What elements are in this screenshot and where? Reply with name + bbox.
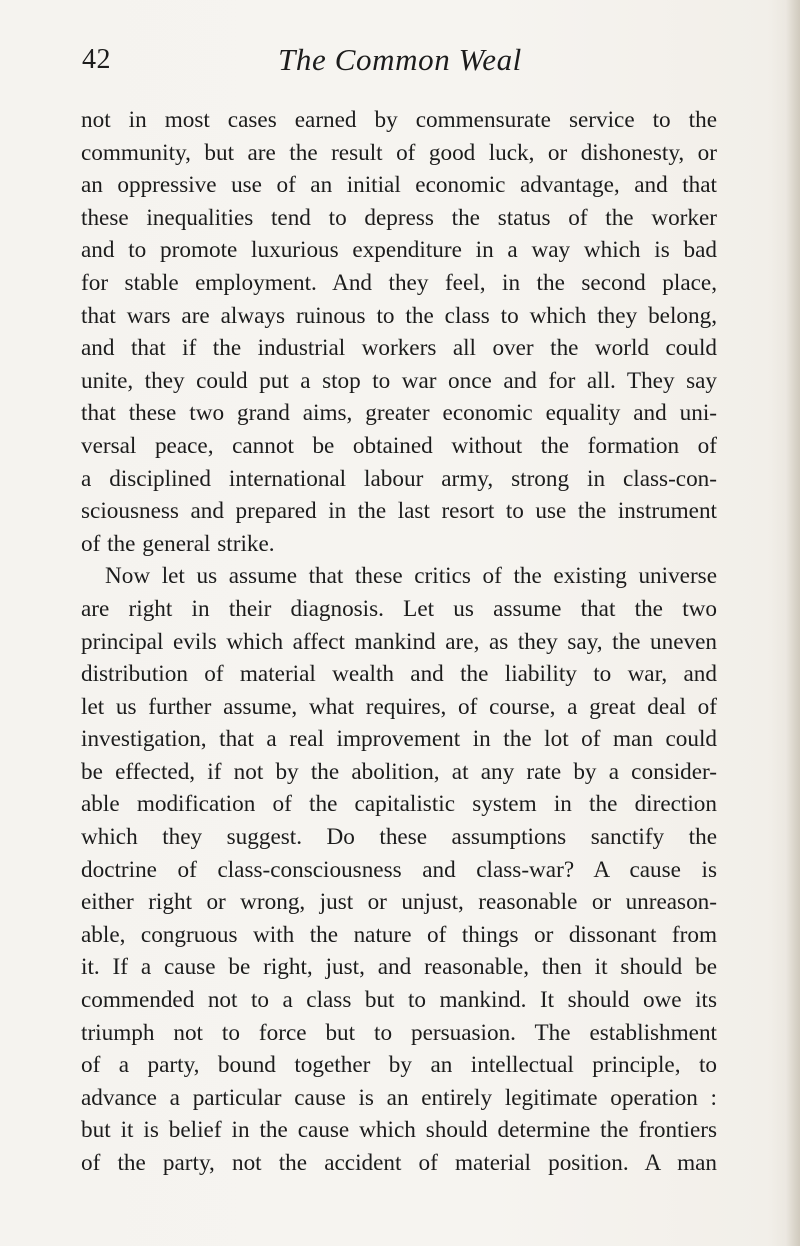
text-line: of the party, not the accident of material position. A man <box>81 1150 717 1176</box>
text-line: either right or wrong, just or unjust, reasonable or unreason- <box>81 889 717 916</box>
text-line: a disciplined international labour army, strong in class-con- <box>81 465 717 492</box>
text-line: it. If a cause be right, just, and reasonable, then it should be <box>81 954 717 981</box>
text-line: but it is belief in the cause which should determine the frontiers <box>81 1117 717 1144</box>
page-number: 42 <box>82 44 111 75</box>
text-line: for stable employment. And they feel, in the second place, <box>81 269 717 296</box>
text-line: are right in their diagnosis. Let us assume that the two <box>81 595 717 622</box>
text-line: advance a particular cause is an entirely legitimate operation : <box>81 1084 717 1111</box>
body-text <box>81 104 717 1180</box>
text-line: an oppressive use of an initial economic advantage, and that <box>81 172 717 199</box>
running-title: The Common Weal <box>278 42 522 77</box>
text-line: able, congruous with the nature of things or dissonant from <box>81 921 717 948</box>
text-line: investigation, that a real improvement in the lot of man could <box>81 726 717 753</box>
text-line: unite, they could put a stop to war once and for all. They say <box>81 367 717 394</box>
text-line: that these two grand aims, greater economic equality and uni- <box>81 400 717 427</box>
text-line: versal peace, cannot be obtained without the formation of <box>81 432 717 459</box>
text-line: be effected, if not by the abolition, at any rate by a consider- <box>81 758 717 785</box>
text-line: which they suggest. Do these assumptions sanctify the <box>81 824 717 851</box>
text-line: and that if the industrial workers all over the world could <box>81 335 717 362</box>
text-line: distribution of material wealth and the liability to war, and <box>81 661 717 688</box>
text-line: that wars are always ruinous to the class to which they belong, <box>81 302 717 329</box>
text-line: these inequalities tend to depress the status of the worker <box>81 204 717 231</box>
text-line: sciousness and prepared in the last resort to use the instrument <box>81 498 717 525</box>
paragraph-end-line: of the general strike. <box>81 530 275 557</box>
text-line: community, but are the result of good luck, or dishonesty, or <box>81 139 717 166</box>
text-line: commended not to a class but to mankind. It should owe its <box>81 987 717 1014</box>
text-line: able modification of the capitalistic system in the direction <box>81 791 717 818</box>
paragraph-start-line: Now let us assume that these critics of the existing universe <box>105 563 717 590</box>
text-line: principal evils which affect mankind are, as they say, the uneven <box>81 628 717 655</box>
page-edge-shadow <box>786 0 800 1246</box>
text-line: let us further assume, what requires, of course, a great deal of <box>81 693 717 720</box>
text-line: triumph not to force but to persuasion. The establishment <box>81 1019 717 1046</box>
text-line: of a party, bound together by an intellectual principle, to <box>81 1052 717 1079</box>
text-line: doctrine of class-consciousness and class-war? A cause is <box>81 856 717 883</box>
page-header <box>82 40 718 90</box>
text-line: and to promote luxurious expenditure in a way which is bad <box>81 237 717 264</box>
text-line: not in most cases earned by commensurate service to the <box>81 107 717 133</box>
